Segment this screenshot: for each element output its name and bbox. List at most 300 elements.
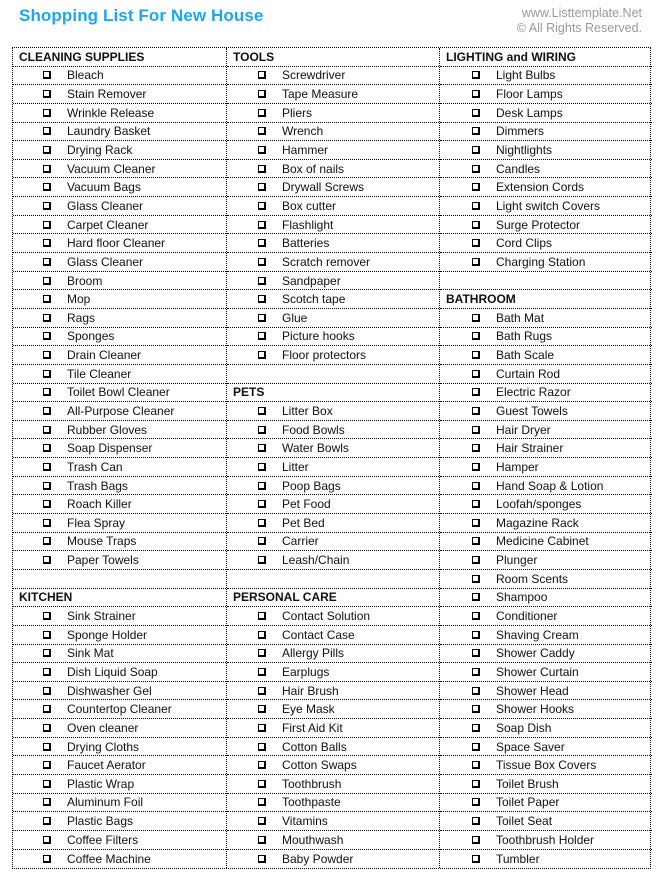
item-label: Trash Can [67, 459, 123, 474]
list-item[interactable] [13, 477, 226, 496]
checkbox-icon[interactable] [472, 724, 480, 732]
section-heading: CLEANING SUPPLIES [13, 48, 226, 67]
column-left [13, 48, 226, 868]
item-label: Box of nails [282, 161, 345, 176]
item-label: Shower Caddy [496, 646, 575, 661]
list-item[interactable] [227, 514, 439, 533]
site-url: www.Listtemplate.Net [521, 6, 642, 20]
checkbox-icon[interactable] [258, 407, 266, 415]
checkbox-icon[interactable] [472, 332, 480, 340]
list-item[interactable] [227, 700, 439, 719]
checkbox-icon[interactable] [43, 258, 51, 266]
item-label: Tissue Box Covers [496, 758, 597, 773]
checkbox-icon[interactable] [43, 798, 51, 806]
list-item[interactable] [13, 626, 226, 645]
checkbox-icon[interactable] [258, 612, 266, 620]
checkbox-icon[interactable] [43, 202, 51, 210]
checkbox-icon[interactable] [43, 836, 51, 844]
item-label: Pet Bed [282, 515, 325, 530]
checkbox-icon[interactable] [258, 482, 266, 490]
checkbox-icon[interactable] [43, 109, 51, 117]
checkbox-icon[interactable] [43, 370, 51, 378]
list-item[interactable] [440, 831, 652, 850]
list-item[interactable] [227, 645, 439, 664]
checkbox-icon[interactable] [472, 90, 480, 98]
checkbox-icon[interactable] [472, 221, 480, 229]
list-item[interactable] [13, 178, 226, 197]
list-item[interactable] [13, 328, 226, 347]
checkbox-icon[interactable] [43, 388, 51, 396]
list-item[interactable] [440, 384, 652, 403]
checkbox-icon[interactable] [258, 649, 266, 657]
checkbox-icon[interactable] [258, 537, 266, 545]
section-heading: KITCHEN [13, 589, 226, 608]
list-item[interactable] [440, 123, 652, 142]
checkbox-icon[interactable] [472, 426, 480, 434]
list-item[interactable] [13, 831, 226, 850]
list-item[interactable] [227, 682, 439, 701]
checkbox-icon[interactable] [43, 724, 51, 732]
checkbox-icon[interactable] [258, 71, 266, 79]
list-item[interactable] [13, 85, 226, 104]
list-item[interactable] [440, 365, 652, 384]
item-label: Leash/Chain [282, 553, 350, 568]
item-label: Bleach [67, 68, 104, 83]
checkbox-icon[interactable] [258, 556, 266, 564]
list-item[interactable] [440, 719, 652, 738]
checkbox-icon[interactable] [43, 426, 51, 434]
checkbox-icon[interactable] [472, 388, 480, 396]
checkbox-icon[interactable] [258, 743, 266, 751]
checkbox-icon[interactable] [472, 463, 480, 471]
list-item[interactable] [440, 514, 652, 533]
list-item[interactable] [13, 645, 226, 664]
list-item[interactable] [13, 234, 226, 253]
checkbox-icon[interactable] [43, 556, 51, 564]
column-right [439, 48, 652, 868]
checkbox-icon[interactable] [472, 71, 480, 79]
checkbox-icon[interactable] [258, 444, 266, 452]
checkbox-icon[interactable] [43, 183, 51, 191]
list-item[interactable] [13, 346, 226, 365]
list-item[interactable] [440, 178, 652, 197]
list-item[interactable] [227, 850, 439, 869]
list-item[interactable] [227, 533, 439, 552]
checkbox-icon[interactable] [472, 761, 480, 769]
checkbox-icon[interactable] [258, 332, 266, 340]
list-item[interactable] [227, 626, 439, 645]
list-item[interactable] [227, 607, 439, 626]
item-label: Earplugs [282, 664, 330, 679]
checkbox-icon[interactable] [43, 71, 51, 79]
list-item[interactable] [440, 477, 652, 496]
checkbox-icon[interactable] [43, 444, 51, 452]
list-item[interactable] [440, 85, 652, 104]
list-item[interactable] [13, 514, 226, 533]
list-item[interactable] [13, 104, 226, 123]
checkbox-icon[interactable] [472, 855, 480, 863]
list-item[interactable] [440, 346, 652, 365]
checkbox-icon[interactable] [258, 817, 266, 825]
list-item[interactable] [13, 682, 226, 701]
list-item[interactable] [13, 253, 226, 272]
item-label: Pet Food [282, 497, 331, 512]
item-label: Toothbrush [282, 776, 342, 791]
list-item[interactable] [227, 197, 439, 216]
item-label: Room Scents [496, 571, 569, 586]
checkbox-icon[interactable] [472, 146, 480, 154]
list-item[interactable] [440, 756, 652, 775]
list-item[interactable] [440, 682, 652, 701]
checkbox-icon[interactable] [43, 500, 51, 508]
item-label: Baby Powder [282, 851, 354, 866]
item-label: Contact Case [282, 627, 355, 642]
list-item[interactable] [13, 216, 226, 235]
list-item[interactable] [227, 439, 439, 458]
checkbox-icon[interactable] [472, 351, 480, 359]
item-label: Plastic Bags [67, 814, 134, 829]
checkbox-icon[interactable] [258, 314, 266, 322]
checkbox-icon[interactable] [258, 221, 266, 229]
page-title: Shopping List For New House [19, 6, 264, 25]
checkbox-icon[interactable] [472, 239, 480, 247]
item-label: Loofah/sponges [496, 497, 582, 512]
item-label: Cotton Balls [282, 739, 347, 754]
list-item[interactable] [440, 626, 652, 645]
item-label: Extension Cords [496, 180, 585, 195]
checkbox-icon[interactable] [43, 90, 51, 98]
item-label: Shaving Cream [496, 627, 579, 642]
checkbox-icon[interactable] [258, 798, 266, 806]
item-label: Sponges [67, 329, 115, 344]
list-item[interactable] [13, 533, 226, 552]
checkbox-icon[interactable] [258, 127, 266, 135]
list-item[interactable] [227, 794, 439, 813]
checkbox-icon[interactable] [258, 165, 266, 173]
list-item[interactable] [227, 216, 439, 235]
item-label: Floor Lamps [496, 87, 563, 102]
item-label: Drywall Screws [282, 180, 365, 195]
item-label: Glass Cleaner [67, 254, 144, 269]
checkbox-icon[interactable] [43, 314, 51, 322]
item-label: Vacuum Bags [67, 180, 141, 195]
checkbox-icon[interactable] [472, 780, 480, 788]
list-item[interactable] [13, 402, 226, 421]
item-label: Poop Bags [282, 478, 341, 493]
list-item[interactable] [440, 812, 652, 831]
checkbox-icon[interactable] [472, 444, 480, 452]
checkbox-icon[interactable] [43, 482, 51, 490]
item-label: Bath Mat [496, 310, 545, 325]
checkbox-icon[interactable] [472, 612, 480, 620]
checkbox-icon[interactable] [258, 463, 266, 471]
list-item[interactable] [440, 216, 652, 235]
checkbox-icon[interactable] [472, 593, 480, 601]
list-item[interactable] [13, 794, 226, 813]
item-label: Toothbrush Holder [496, 832, 595, 847]
item-label: Shampoo [496, 590, 548, 605]
list-item[interactable] [227, 663, 439, 682]
list-item[interactable] [227, 85, 439, 104]
checkbox-icon[interactable] [258, 687, 266, 695]
checkbox-icon[interactable] [472, 817, 480, 825]
list-item[interactable] [13, 775, 226, 794]
checkbox-icon[interactable] [258, 277, 266, 285]
list-item[interactable] [227, 141, 439, 160]
item-label: Litter Box [282, 403, 333, 418]
list-item[interactable] [227, 178, 439, 197]
list-item[interactable] [440, 253, 652, 272]
list-item[interactable] [440, 197, 652, 216]
item-label: Candles [496, 161, 541, 176]
checkbox-icon[interactable] [43, 332, 51, 340]
checkbox-icon[interactable] [43, 165, 51, 173]
list-item[interactable] [227, 67, 439, 86]
checkbox-icon[interactable] [43, 127, 51, 135]
checkbox-icon[interactable] [258, 761, 266, 769]
checkbox-icon[interactable] [472, 668, 480, 676]
checkbox-icon[interactable] [472, 705, 480, 713]
list-item[interactable] [440, 234, 652, 253]
list-item[interactable] [440, 141, 652, 160]
checkbox-icon[interactable] [258, 519, 266, 527]
list-item[interactable] [13, 495, 226, 514]
checkbox-icon[interactable] [43, 631, 51, 639]
list-item[interactable] [440, 645, 652, 664]
list-item[interactable] [440, 328, 652, 347]
list-item[interactable] [13, 607, 226, 626]
list-item[interactable] [227, 402, 439, 421]
list-item[interactable] [13, 123, 226, 142]
checkbox-icon[interactable] [43, 855, 51, 863]
section-heading: TOOLS [227, 48, 439, 67]
checkbox-icon[interactable] [472, 183, 480, 191]
list-item[interactable] [13, 365, 226, 384]
checkbox-icon[interactable] [472, 127, 480, 135]
checkbox-icon[interactable] [258, 109, 266, 117]
checkbox-icon[interactable] [472, 836, 480, 844]
list-item[interactable] [13, 421, 226, 440]
checkbox-icon[interactable] [43, 705, 51, 713]
checkbox-icon[interactable] [472, 743, 480, 751]
item-label: Curtain Rod [496, 366, 561, 381]
checkbox-icon[interactable] [43, 407, 51, 415]
list-item[interactable] [440, 850, 652, 869]
checkbox-icon[interactable] [43, 239, 51, 247]
checkbox-icon[interactable] [258, 183, 266, 191]
section-heading: PERSONAL CARE [227, 589, 439, 608]
list-item[interactable] [227, 104, 439, 123]
checkbox-icon[interactable] [258, 836, 266, 844]
list-item[interactable] [13, 197, 226, 216]
checkbox-icon[interactable] [472, 500, 480, 508]
list-item[interactable] [227, 831, 439, 850]
list-item[interactable] [13, 700, 226, 719]
blank-row [227, 365, 439, 384]
item-label: Box cutter [282, 198, 337, 213]
list-item[interactable] [440, 439, 652, 458]
list-item[interactable] [227, 234, 439, 253]
checkbox-icon[interactable] [472, 407, 480, 415]
checkbox-icon[interactable] [472, 798, 480, 806]
checkbox-icon[interactable] [472, 482, 480, 490]
checkbox-icon[interactable] [43, 612, 51, 620]
checkbox-icon[interactable] [43, 519, 51, 527]
list-item[interactable] [13, 272, 226, 291]
checkbox-icon[interactable] [258, 202, 266, 210]
item-label: Scotch tape [282, 292, 346, 307]
list-item[interactable] [440, 421, 652, 440]
list-item[interactable] [227, 290, 439, 309]
item-label: Shower Head [496, 683, 569, 698]
list-item[interactable] [13, 812, 226, 831]
list-item[interactable] [440, 67, 652, 86]
item-label: Plunger [496, 553, 538, 568]
checkbox-icon[interactable] [258, 258, 266, 266]
list-item[interactable] [13, 141, 226, 160]
list-item[interactable] [440, 589, 652, 608]
checkbox-icon[interactable] [472, 202, 480, 210]
item-label: Cotton Swaps [282, 758, 357, 773]
list-item[interactable] [13, 458, 226, 477]
checkbox-icon[interactable] [43, 817, 51, 825]
list-item[interactable] [440, 663, 652, 682]
list-item[interactable] [13, 663, 226, 682]
checkbox-icon[interactable] [258, 855, 266, 863]
checkbox-icon[interactable] [258, 724, 266, 732]
checkbox-icon[interactable] [43, 761, 51, 769]
list-item[interactable] [440, 495, 652, 514]
checkbox-icon[interactable] [472, 575, 480, 583]
list-item[interactable] [227, 346, 439, 365]
item-label: Carpet Cleaner [67, 217, 149, 232]
checkbox-icon[interactable] [258, 631, 266, 639]
list-item[interactable] [440, 551, 652, 570]
checkbox-icon[interactable] [472, 537, 480, 545]
list-item[interactable] [440, 458, 652, 477]
list-item[interactable] [227, 775, 439, 794]
checkbox-icon[interactable] [43, 687, 51, 695]
checkbox-icon[interactable] [258, 239, 266, 247]
checkbox-icon[interactable] [258, 90, 266, 98]
checkbox-icon[interactable] [43, 221, 51, 229]
checkbox-icon[interactable] [258, 426, 266, 434]
checkbox-icon[interactable] [258, 500, 266, 508]
list-item[interactable] [13, 309, 226, 328]
list-item[interactable] [440, 104, 652, 123]
list-item[interactable] [227, 160, 439, 179]
checkbox-icon[interactable] [258, 295, 266, 303]
list-item[interactable] [13, 756, 226, 775]
list-item[interactable] [227, 272, 439, 291]
list-item[interactable] [227, 328, 439, 347]
list-item[interactable] [227, 309, 439, 328]
checkbox-icon[interactable] [43, 351, 51, 359]
list-item[interactable] [13, 160, 226, 179]
checkbox-icon[interactable] [472, 649, 480, 657]
checkbox-icon[interactable] [43, 295, 51, 303]
list-item[interactable] [440, 794, 652, 813]
list-item[interactable] [440, 607, 652, 626]
list-item[interactable] [13, 439, 226, 458]
list-item[interactable] [13, 67, 226, 86]
item-label: Laundry Basket [67, 124, 151, 139]
list-item[interactable] [440, 570, 652, 589]
checkbox-icon[interactable] [472, 631, 480, 639]
list-item[interactable] [227, 551, 439, 570]
list-item[interactable] [227, 719, 439, 738]
checkbox-icon[interactable] [43, 146, 51, 154]
checkbox-icon[interactable] [258, 780, 266, 788]
checkbox-icon[interactable] [472, 556, 480, 564]
list-item[interactable] [440, 402, 652, 421]
list-item[interactable] [227, 812, 439, 831]
checkbox-icon[interactable] [472, 687, 480, 695]
checkbox-icon[interactable] [43, 649, 51, 657]
list-item[interactable] [440, 533, 652, 552]
checkbox-icon[interactable] [43, 668, 51, 676]
list-item[interactable] [440, 738, 652, 757]
checkbox-icon[interactable] [472, 165, 480, 173]
checkbox-icon[interactable] [43, 780, 51, 788]
item-label: First Aid Kit [282, 720, 343, 735]
list-item[interactable] [13, 738, 226, 757]
list-item[interactable] [440, 160, 652, 179]
checkbox-icon[interactable] [258, 668, 266, 676]
column-middle [226, 48, 439, 868]
checkbox-icon[interactable] [258, 705, 266, 713]
checkbox-icon[interactable] [472, 109, 480, 117]
list-item[interactable] [227, 738, 439, 757]
list-item[interactable] [440, 309, 652, 328]
checkbox-icon[interactable] [472, 370, 480, 378]
list-item[interactable] [13, 551, 226, 570]
list-item[interactable] [227, 123, 439, 142]
list-item[interactable] [13, 384, 226, 403]
list-item[interactable] [227, 458, 439, 477]
checkbox-icon[interactable] [472, 258, 480, 266]
item-label: Broom [67, 273, 103, 288]
item-label: Plastic Wrap [67, 776, 135, 791]
item-label: Shower Hooks [496, 702, 575, 717]
checkbox-icon[interactable] [43, 277, 51, 285]
list-item[interactable] [13, 850, 226, 869]
checkbox-icon[interactable] [43, 537, 51, 545]
item-label: Tape Measure [282, 87, 359, 102]
list-item[interactable] [227, 495, 439, 514]
list-item[interactable] [227, 756, 439, 775]
list-item[interactable] [227, 421, 439, 440]
checkbox-icon[interactable] [258, 146, 266, 154]
item-label: Mouse Traps [67, 534, 137, 549]
checkbox-icon[interactable] [258, 351, 266, 359]
item-label: Light Bulbs [496, 68, 556, 83]
item-label: Mouthwash [282, 832, 344, 847]
checkbox-icon[interactable] [472, 519, 480, 527]
checkbox-icon[interactable] [43, 463, 51, 471]
list-item[interactable] [227, 477, 439, 496]
item-label: Drying Rack [67, 143, 133, 158]
checkbox-icon[interactable] [43, 743, 51, 751]
list-item[interactable] [440, 700, 652, 719]
list-item[interactable] [227, 253, 439, 272]
item-label: Sink Strainer [67, 609, 136, 624]
item-label: Vacuum Cleaner [67, 161, 156, 176]
checkbox-icon[interactable] [472, 314, 480, 322]
list-item[interactable] [13, 719, 226, 738]
list-item[interactable] [440, 775, 652, 794]
list-item[interactable] [13, 290, 226, 309]
